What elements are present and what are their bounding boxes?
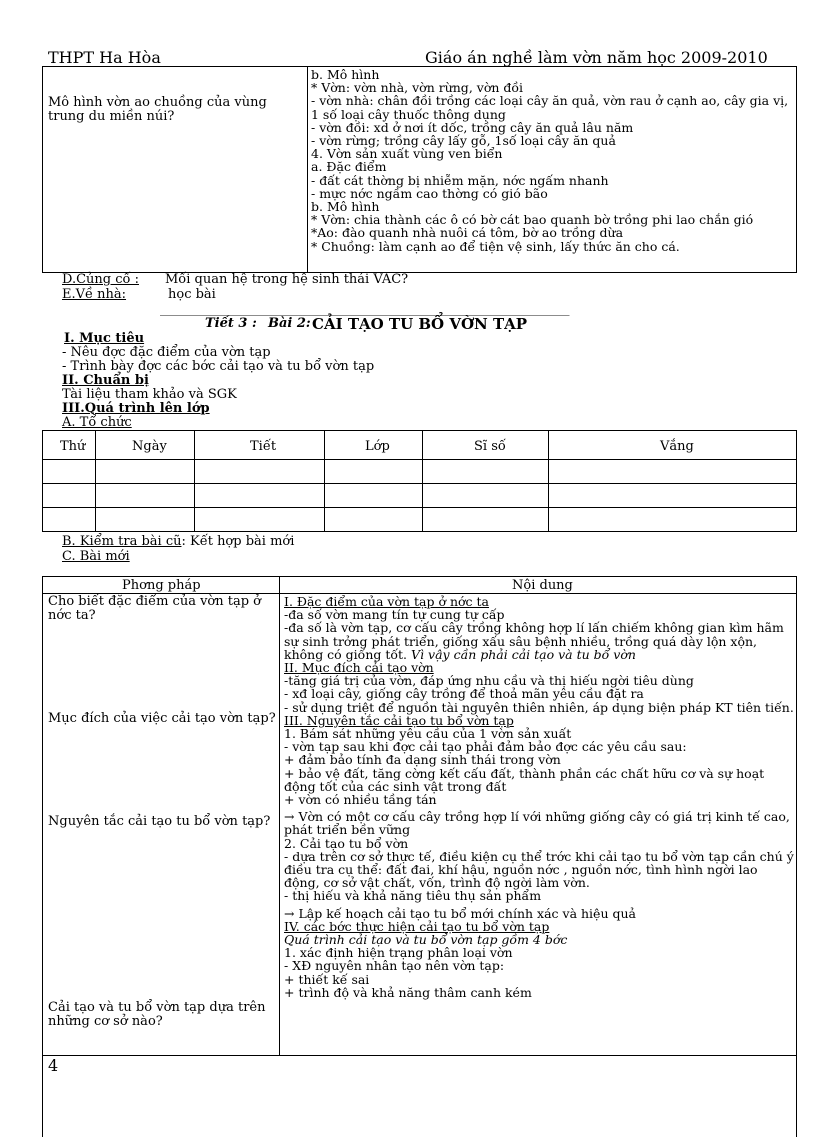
organization-heading: A. Tổ chức bbox=[62, 415, 132, 430]
top-table-question: Mô hình vờn ao chuồng của vùng trung du miền núi? bbox=[48, 95, 267, 124]
org-header-period: Tiết bbox=[250, 439, 277, 454]
question-4: Cải tạo và tu bổ vờn tạp dựa trên những cơ sở nào? bbox=[48, 1000, 266, 1029]
org-header-day: Thứ bbox=[60, 439, 86, 454]
preparation-heading: II. Chuẩn bị bbox=[62, 373, 149, 388]
course-title: Giáo án nghề làm vờn năm học 2009-2010 bbox=[425, 48, 768, 67]
col-content-header: Nội dung bbox=[512, 578, 573, 593]
question-3: Nguyên tắc cải tạo tu bổ vờn tạp? bbox=[48, 814, 271, 829]
org-header-date: Ngày bbox=[132, 439, 167, 454]
arrow-icon: → bbox=[284, 905, 295, 921]
new-lesson-heading: C. Bài mới bbox=[62, 549, 130, 564]
separator: _______________________________________________________________ bbox=[160, 303, 570, 316]
objective-item: - Nêu đợc đặc điểm của vờn tạp bbox=[62, 345, 271, 360]
top-table-content: b. Mô hình * Vờn: vờn nhà, vờn rừng, vờn đồi - vờn nhà: chân đồi trồng các loại cây ăn quả, vờn rau ở cạnh ao, cây gia vị, 1 số loại cây thuốc thông dụng - vờn đồi: xd ở nơi ít dốc, trồng cây ăn quả lâu năm - vờn rừng; trồng cây lấy gỗ, 1số loại cây ăn quả 4. Vờn sản xuất vùng ven biển a. Đặc điểm - đất cát thờng bị nhiễm mặn, nớc ngấm nhanh - mực nớc ngầm cao thờng có gió bão b. Mô hình * Vờn: chia thành các ô có bờ cát bao quanh bờ trồng phi lao chắn gió *Ao: đào quanh nhà nuôi cá tôm, bờ ao trồng dừa * Chuồng: làm cạnh ao để tiện vệ sinh, lấy thức ăn cho cá. bbox=[311, 67, 789, 254]
check-old-lesson: B. Kiểm tra bài cũ: Kết hợp bài mới bbox=[62, 534, 295, 549]
org-header-class: Lớp bbox=[365, 439, 390, 454]
homework-label: E.Về nhà: bbox=[62, 287, 127, 302]
arrow-icon: → bbox=[284, 809, 295, 825]
org-header-attendance: Sĩ số bbox=[474, 439, 506, 454]
preparation-text: Tài liệu tham khảo và SGK bbox=[62, 387, 237, 402]
question-2: Mục đích của việc cải tạo vờn tạp? bbox=[48, 711, 276, 726]
lesson-period: Tiết 3 : bbox=[205, 316, 257, 331]
main-content: I. Đặc điểm của vờn tạp ở nớc ta -đa số vờn mang tín tự cung tự cấp -đa số là vờn tạp, cơ cấu cây trồng không hợp lí lấn chiếm không gian kìm hãm sự sinh trởng phát triển, giống xấu sâu bệnh nhiều, trồng quá dày lộn xộn, không có giống tốt. Vì vậy cần phải cải tạo và tu bổ vờn II. Mục đích cải tạo vờn -tăng giá trị của vờn, đáp ứng nhu cầu và thị hiếu ngời tiêu dùng - xđ loại cây, giống cây trồng để thoả mãn yêu cầu đặt ra - sử dụng triệt để nguồn tài nguyên thiên nhiên, áp dụng biện pháp KT tiên tiến. III. Nguyên tắc cải tạo tu bổ vờn tạp 1. Bám sát những yêu cầu của 1 vờn sản xuất - vờn tạp sau khi đợc cải tạo phải đảm bảo đợc các yêu cầu sau: + đảm bảo tính đa dạng sinh thái trong vờn + bảo vệ đất, tăng cờng kết cấu đất, thành phần các chất hữu cơ và sự hoạt động tốt của các sinh vật trong đất + vờn có nhiều tầng tán → Vờn có một cơ cấu cây trồng hợp lí với những giống cây có giá trị kinh tế cao, phát triển bền vững 2. Cải tạo tu bổ vờn - dựa trên cơ sở thực tế, điều kiện cụ thể trớc khi cải tạo tu bổ vờn tạp cần chú ý điều tra cụ thể: đất đai, khí hậu, nguồn nớc , nguồn nớc, tình hình ngời lao động, cơ sở vật chất, vốn, trình độ ngời làm vờn. - thị hiếu và khả năng tiêu thụ sản phẩm → Lập kế hoạch cải tạo tu bổ mới chính xác và hiệu quả IV. các bớc thực hiện cải tạo tu bổ vờn tạp Quá trình cải tạo và tu bổ vờn tạp gồm 4 bớc 1. xác định hiện trạng phân loại vờn - XĐ nguyên nhân tạo nên vờn tạp: + thiết kế sai + trình độ và khả năng thâm canh kém bbox=[284, 594, 794, 1000]
objective-item: - Trình bày đợc các bớc cải tạo và tu bổ vờn tạp bbox=[62, 359, 375, 374]
school-name: THPT Ha Hòa bbox=[48, 48, 161, 67]
org-header-absent: Vắng bbox=[660, 439, 694, 454]
process-heading: III.Quá trình lên lớp bbox=[62, 401, 210, 416]
lesson-number: Bài 2: bbox=[268, 316, 311, 331]
lesson-title: CẢI TẠO TU BỔ VỜN TẠP bbox=[312, 315, 528, 333]
objectives-heading: I. Mục tiêu bbox=[64, 331, 145, 346]
page-number: 4 bbox=[48, 1056, 59, 1075]
consolidation-label: D.Củng cố : bbox=[62, 272, 139, 287]
question-1: Cho biết đặc điểm của vờn tạp ở nớc ta? bbox=[48, 594, 262, 623]
col-method-header: Phơng pháp bbox=[122, 578, 201, 593]
homework-text: học bài bbox=[168, 287, 216, 302]
consolidation-text: Mối quan hệ trong hệ sinh thái VAC? bbox=[165, 272, 409, 287]
